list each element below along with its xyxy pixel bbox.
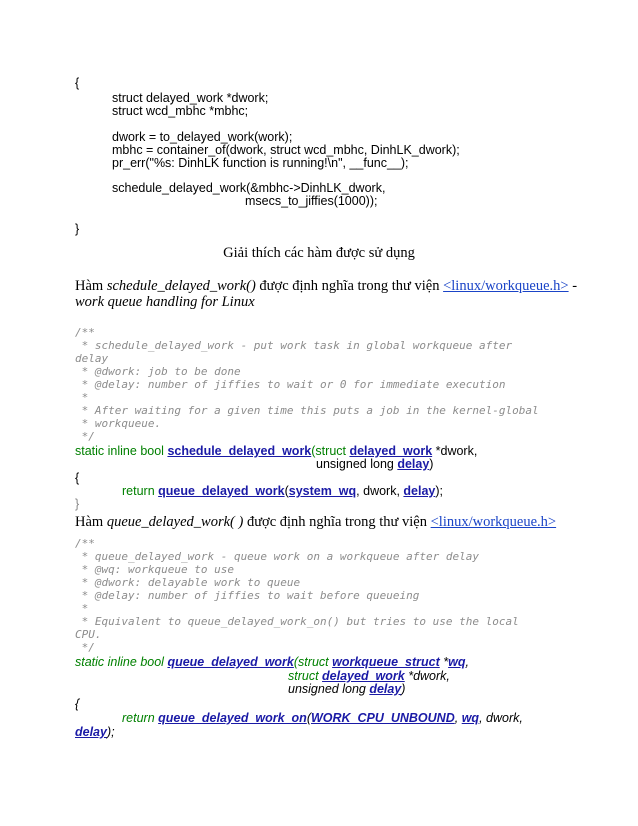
type-link[interactable]: workqueue_struct — [332, 655, 440, 669]
code-text: ( — [306, 711, 311, 725]
code-line: schedule_delayed_work(&mbhc->DinhLK_dwork, — [112, 181, 386, 195]
comment-line: * schedule_delayed_work - put work task in global workqueue after — [75, 339, 513, 352]
function-link[interactable]: queue_delayed_work — [167, 655, 294, 669]
workqueue-header-link[interactable]: <linux/workqueue.h> — [430, 514, 557, 530]
code-text: , — [465, 655, 469, 669]
keyword: return — [122, 484, 159, 498]
code-line: msecs_to_jiffies(1000)); — [245, 194, 378, 208]
keyword: bool — [136, 655, 168, 669]
keyword: return — [122, 711, 159, 725]
function-signature-cont — [316, 457, 433, 471]
workqueue-header-link[interactable]: <linux/workqueue.h> — [443, 278, 569, 294]
code-line: struct wcd_mbhc *mbhc; — [112, 104, 249, 118]
arg-link[interactable]: delay — [75, 725, 107, 739]
code-close-brace: } — [75, 222, 80, 236]
keyword: (struct — [293, 655, 333, 669]
comment-line: * @dwork: delayable work to queue — [75, 576, 301, 589]
code-open-brace: { — [75, 76, 80, 90]
paragraph-text: được định nghĩa trong thư viện — [243, 514, 431, 530]
body-open-brace: { — [75, 697, 80, 711]
paragraph-text: - — [568, 278, 578, 294]
body-close-brace: } — [75, 497, 80, 511]
arg-link[interactable]: wq — [461, 711, 480, 725]
function-link[interactable]: queue_delayed_work_on — [158, 711, 307, 725]
code-text: ); — [106, 725, 115, 739]
arg-link[interactable]: system_wq — [288, 484, 357, 498]
type-link[interactable]: delayed_work — [322, 669, 405, 683]
function-link[interactable]: queue_delayed_work — [158, 484, 285, 498]
keyword: (struct — [311, 444, 350, 458]
function-name: queue_delayed_work( ) — [106, 514, 244, 530]
comment-line: * @delay: number of jiffies to wait before queueing — [75, 589, 420, 602]
comment-line: * @delay: number of jiffies to wait or 0 for immediate execution — [75, 378, 506, 391]
function-signature-cont — [288, 669, 450, 683]
paragraph-line: work queue handling for Linux — [75, 294, 255, 310]
code-text: ) — [401, 682, 406, 696]
keyword: struct — [288, 669, 323, 683]
code-text: , dwork, — [356, 484, 404, 498]
code-text: unsigned long — [316, 457, 398, 471]
comment-line: * — [75, 391, 89, 404]
return-statement-cont — [75, 725, 115, 739]
paragraph-schedule-delayed-work — [75, 278, 577, 295]
param-link[interactable]: wq — [448, 655, 466, 669]
arg-link[interactable]: WORK_CPU_UNBOUND — [310, 711, 455, 725]
code-text: , dwork, — [479, 711, 523, 725]
code-text: *dwork, — [404, 669, 450, 683]
code-line: struct delayed_work *dwork; — [112, 91, 269, 105]
code-line: pr_err("%s: DinhLK function is running!\n", __func__); — [112, 156, 409, 170]
code-text: *dwork, — [432, 444, 478, 458]
paragraph-text: Hàm — [75, 514, 107, 530]
comment-line: * @wq: workqueue to use — [75, 563, 234, 576]
comment-line: * After waiting for a given time this puts a job in the kernel-global — [75, 404, 539, 417]
code-text: ( — [284, 484, 289, 498]
paragraph-queue-delayed-work — [75, 514, 556, 531]
comment-line: delay — [75, 352, 109, 365]
code-line: mbhc = container_of(dwork, struct wcd_mbhc, DinhLK_dwork); — [112, 143, 460, 157]
code-line: dwork = to_delayed_work(work); — [112, 130, 293, 144]
comment-line: * @dwork: job to be done — [75, 365, 241, 378]
return-statement — [122, 711, 523, 725]
comment-line: * Equivalent to queue_delayed_work_on() but tries to use the local — [75, 615, 519, 628]
section-heading: Giải thích các hàm được sử dụng — [223, 245, 415, 261]
function-name: schedule_delayed_work() — [106, 278, 256, 294]
comment-line: * queue_delayed_work - queue work on a workqueue after delay — [75, 550, 479, 563]
code-text: unsigned long — [288, 682, 370, 696]
code-text: ); — [435, 484, 444, 498]
function-signature-cont — [288, 682, 405, 696]
comment-line: */ — [75, 641, 95, 654]
comment-line: * workqueue. — [75, 417, 162, 430]
keyword: static inline — [75, 655, 137, 669]
param-link[interactable]: delay — [397, 457, 430, 471]
return-statement — [122, 484, 443, 498]
body-open-brace: { — [75, 471, 80, 485]
code-text: , — [454, 711, 462, 725]
paragraph-text: Hàm — [75, 278, 107, 294]
arg-link[interactable]: delay — [403, 484, 436, 498]
code-text: ) — [429, 457, 434, 471]
comment-line: CPU. — [75, 628, 102, 641]
param-link[interactable]: delay — [369, 682, 402, 696]
keyword: bool — [136, 444, 168, 458]
code-text: * — [439, 655, 449, 669]
comment-line: /** — [75, 537, 95, 550]
keyword: static inline — [75, 444, 137, 458]
function-link[interactable]: schedule_delayed_work — [167, 444, 312, 458]
function-signature — [75, 444, 477, 458]
comment-line: * — [75, 602, 89, 615]
type-link[interactable]: delayed_work — [349, 444, 433, 458]
comment-line: */ — [75, 430, 95, 443]
paragraph-text: được định nghĩa trong thư viện — [255, 278, 444, 294]
comment-line: /** — [75, 326, 95, 339]
function-signature — [75, 655, 469, 669]
